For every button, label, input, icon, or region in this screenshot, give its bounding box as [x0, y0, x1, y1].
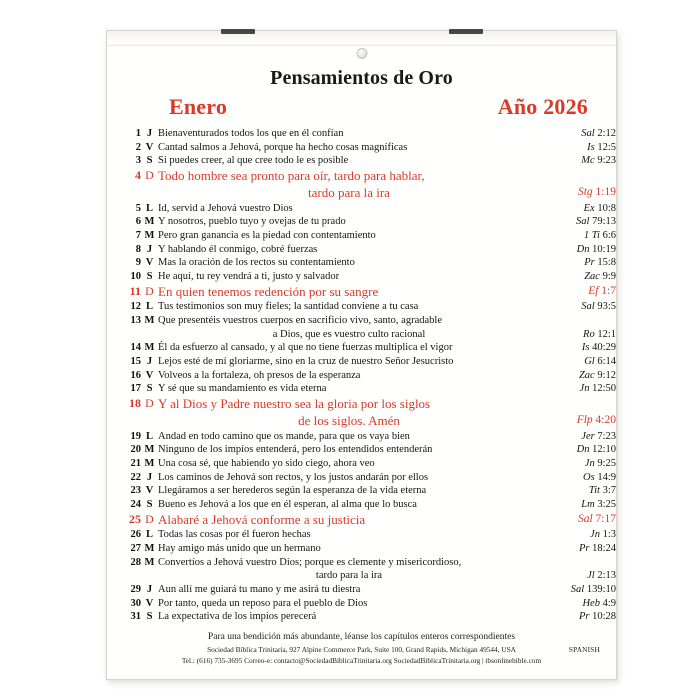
verse-text-continued: [158, 413, 540, 430]
day-of-week: S: [146, 498, 153, 510]
verse-reference: [540, 215, 616, 229]
day-of-week: J: [146, 471, 153, 483]
verse-text: Aun allí me guiará tu mano y me asirá tu diestra: [158, 584, 361, 595]
reference-verse: 9:12: [597, 369, 616, 381]
footer-contact[interactable]: Tel.: (616) 735-3695 Correo-e: contacto@SociedadBiblicaTrinitaria.org SociedadBiblicaTrinitaria.org | tbsonlinebible.com: [181, 656, 542, 665]
reference-verse: 15:8: [597, 257, 616, 269]
reference-book: Pr: [578, 543, 590, 555]
reference-verse: 6:14: [597, 356, 616, 367]
verse-text: Y sé que su mandamiento es vida eterna: [158, 383, 327, 395]
verse-reference: [540, 528, 616, 542]
verse-text: Convertíos a Jehová vuestro Dios; porque es clemente y misericordioso,: [158, 556, 462, 568]
reference-book: Sal: [581, 128, 595, 139]
verse-text-continued-inner: a Dios, que es vuestro culto racional: [272, 328, 426, 340]
table-row: [107, 583, 616, 597]
day-of-week: M: [144, 444, 155, 456]
day-of-week: J: [146, 243, 153, 255]
day-number: 28: [130, 556, 141, 568]
day-number: 2: [135, 141, 141, 153]
day-number: 21: [130, 457, 141, 469]
verse-reference: [540, 512, 616, 529]
verse-reference: [540, 256, 616, 270]
binding-clip-right: [449, 29, 483, 34]
day-number: 13: [130, 315, 141, 327]
reference-book: Is: [581, 342, 590, 354]
table-row: [107, 141, 616, 155]
verse-text: Él da esfuerzo al cansado, y al que no tiene fuerzas multiplica el vigor: [158, 342, 453, 354]
day-of-week: S: [146, 270, 153, 282]
day-of-week: V: [145, 597, 154, 609]
day-of-week: V: [145, 141, 154, 153]
verse-reference: [540, 185, 616, 202]
day-of-week: L: [145, 301, 153, 313]
table-row: [107, 512, 616, 529]
reference-verse: 4:20: [595, 413, 616, 426]
daily-verses-table: [107, 127, 616, 624]
verse-reference: [540, 484, 616, 498]
day-number: 16: [130, 369, 141, 381]
reference-verse: 14:9: [597, 471, 616, 483]
reference-book: Jn: [590, 529, 600, 541]
binding-clip-left: [221, 29, 255, 34]
verse-text: Que presentéis vuestros cuerpos en sacrificio vivo, santo, agradable: [158, 315, 442, 327]
verse-text-continued-inner: tardo para la ira: [308, 184, 390, 200]
reference-book: Zac: [578, 369, 595, 381]
reference-book: Sal: [570, 584, 585, 595]
table-row: [107, 270, 616, 284]
verse-reference: [540, 569, 616, 583]
day-number: 14: [130, 342, 141, 354]
page-footer: [107, 632, 616, 665]
verse-reference: [540, 542, 616, 556]
day-of-week: V: [145, 369, 154, 381]
verse-text: En quien tenemos redención por su sangre: [158, 283, 379, 299]
verse-text-continued: [158, 569, 540, 583]
table-row: [107, 202, 616, 216]
table-row: [107, 300, 616, 314]
reference-book: Ro: [583, 328, 595, 340]
day-number: 6: [135, 216, 141, 228]
day-number: 17: [130, 383, 141, 395]
reference-verse: 93:5: [597, 301, 616, 313]
table-row: [107, 127, 616, 141]
verse-reference: [540, 202, 616, 216]
day-of-week: D: [145, 283, 154, 298]
day-of-week: M: [144, 229, 155, 241]
calendar-page: [106, 30, 617, 680]
reference-verse: 12:1: [597, 328, 616, 340]
reference-verse: 2:13: [597, 570, 616, 582]
table-row-continuation: [107, 569, 616, 583]
table-row: [107, 396, 616, 413]
reference-verse: 10:19: [592, 243, 616, 255]
verse-text: Todo hombre sea pronto para oír, tardo para hablar,: [158, 167, 425, 183]
day-number: 31: [130, 611, 141, 623]
day-number: 10: [130, 270, 141, 282]
day-number: 9: [135, 257, 141, 269]
reference-verse: 40:29: [592, 342, 616, 354]
verse-reference: [540, 471, 616, 485]
day-number: 30: [130, 597, 141, 609]
table-row: [107, 484, 616, 498]
verse-reference: [540, 154, 616, 168]
reference-book: Stg: [577, 185, 593, 198]
table-row: [107, 471, 616, 485]
reference-verse: 12:50: [592, 383, 616, 395]
day-of-week: S: [146, 611, 153, 623]
verse-text: La expectativa de los impíos perecerá: [158, 611, 317, 623]
table-row: [107, 430, 616, 444]
table-row: [107, 314, 616, 328]
language-label: SPANISH: [568, 645, 600, 654]
verse-reference: [540, 328, 616, 342]
verse-text: Hay amigo más unido que un hermano: [158, 543, 321, 555]
reference-verse: 1:3: [602, 529, 616, 541]
binding-strip: [107, 31, 616, 46]
verse-text: He aquí, tu rey vendrá a ti, justo y salvador: [158, 270, 340, 282]
verse-reference: [540, 284, 616, 301]
day-number: 23: [130, 485, 141, 497]
day-number: 4: [135, 167, 141, 182]
day-number: 11: [129, 283, 141, 298]
reference-spacer: [540, 168, 616, 185]
day-of-week: M: [144, 342, 155, 354]
verse-reference: [540, 498, 616, 512]
verse-reference: [540, 355, 616, 369]
reference-book: Jl: [587, 570, 595, 582]
table-row: [107, 556, 616, 570]
day-number: 19: [130, 430, 141, 442]
reference-book: Tit: [588, 485, 600, 497]
table-row: [107, 168, 616, 185]
day-of-week: V: [145, 485, 154, 497]
verse-text: Mas la oración de los rectos su contentamiento: [158, 257, 355, 269]
day-number: 15: [130, 356, 141, 367]
day-of-week: J: [146, 356, 153, 367]
verse-reference: [540, 141, 616, 155]
verse-reference: [540, 430, 616, 444]
day-number: 20: [130, 444, 141, 456]
reference-verse: 1:19: [595, 185, 616, 198]
reference-verse: 139:10: [586, 584, 616, 595]
day-number: 24: [130, 498, 141, 510]
reference-book: Lm: [581, 498, 595, 510]
reference-book: Ef: [588, 284, 599, 297]
verse-reference: [540, 300, 616, 314]
day-of-week: D: [145, 395, 154, 410]
verse-text: Bienaventurados todos los que en él confían: [158, 128, 344, 139]
reference-book: Flp: [576, 413, 593, 426]
table-row: [107, 341, 616, 355]
reference-verse: 10:8: [597, 202, 616, 214]
year-label: Año 2026: [497, 94, 588, 119]
verse-text: Y al Dios y Padre nuestro sea la gloria por los siglos: [158, 395, 431, 411]
reference-verse: 12:5: [597, 141, 616, 153]
table-row: [107, 498, 616, 512]
reference-verse: 1:7: [601, 284, 616, 297]
verse-text: Y nosotros, pueblo tuyo y ovejas de tu prado: [158, 216, 346, 228]
table-row: [107, 457, 616, 471]
verse-text: Alabaré a Jehová conforme a su justicia: [158, 511, 366, 527]
reference-verse: 7:17: [595, 512, 616, 525]
verse-reference: [540, 457, 616, 471]
verse-reference: [540, 382, 616, 396]
reference-book: Jer: [581, 430, 595, 442]
verse-text: Tus testimonios son muy fieles; la santidad conviene a tu casa: [158, 301, 419, 313]
footer-address-line: [107, 645, 616, 654]
reference-book: Sal: [576, 216, 590, 228]
verse-text: Pero gran ganancia es la piedad con contentamiento: [158, 229, 376, 241]
reference-book: Sal: [577, 512, 593, 525]
table-row-continuation: [107, 328, 616, 342]
table-row: [107, 369, 616, 383]
day-number: 1: [135, 128, 141, 139]
day-number: 26: [130, 529, 141, 541]
page-title: Pensamientos de Oro: [270, 67, 453, 89]
verse-text-continued-inner: tardo para la ira: [315, 570, 383, 582]
reference-book: Is: [587, 141, 595, 153]
verse-text: Id, servid a Jehová vuestro Dios: [158, 202, 293, 214]
table-row: [107, 382, 616, 396]
month-label: Enero: [169, 94, 228, 119]
reference-verse: 9:23: [597, 155, 616, 167]
reference-verse: 10:28: [592, 611, 616, 623]
day-number: 8: [135, 243, 141, 255]
verse-text: Llegáramos a ser herederos según la esperanza de la vida eterna: [158, 485, 427, 497]
verse-text-continued-inner: de los siglos. Amén: [298, 412, 400, 428]
verse-text: Una cosa sé, que habiendo yo sido ciego, ahora veo: [158, 457, 375, 469]
reference-spacer: [540, 396, 616, 413]
reference-book: Pr: [578, 611, 590, 623]
day-of-week: M: [144, 457, 155, 469]
table-row: [107, 597, 616, 611]
verse-text: Volveos a la fortaleza, oh presos de la esperanza: [158, 369, 361, 381]
day-of-week: L: [145, 529, 153, 541]
day-of-week: S: [146, 383, 153, 395]
reference-verse: 9:25: [597, 457, 616, 469]
day-number: 25: [129, 511, 141, 526]
verse-reference: [540, 597, 616, 611]
reference-verse: 12:10: [592, 444, 616, 456]
reference-verse: 9:9: [602, 270, 616, 282]
day-of-week: M: [144, 543, 155, 555]
verse-reference: [540, 413, 616, 430]
footer-address: Sociedad Bíblica Trinitaria, 927 Alpine Commerce Park, Suite 100, Grand Rapids, Michigan 49544, USA: [207, 645, 516, 654]
day-number: 27: [130, 543, 141, 555]
reference-verse: 7:23: [597, 430, 616, 442]
reference-verse: 18:24: [592, 543, 616, 555]
day-number: 7: [135, 229, 141, 241]
verse-reference: [540, 341, 616, 355]
verse-text: Bueno es Jehová a los que en él esperan, al alma que lo busca: [158, 498, 417, 510]
table-row: [107, 528, 616, 542]
verse-reference: [540, 243, 616, 257]
reference-spacer: [540, 314, 616, 328]
reference-verse: 79:13: [592, 216, 616, 228]
reference-book: Sal: [581, 301, 595, 313]
reference-verse: 3:7: [602, 485, 616, 497]
verse-text: Lejos esté de mí gloriarme, sino en la cruz de nuestro Señor Jesucristo: [158, 356, 454, 367]
reference-book: Os: [583, 471, 595, 483]
reference-verse: 4:9: [602, 597, 616, 609]
day-number: 3: [135, 155, 141, 167]
reference-verse: 2:12: [597, 128, 616, 139]
verse-reference: [540, 270, 616, 284]
verse-text: Y hablando él conmigo, cobré fuerzas: [158, 243, 318, 255]
reference-book: Zac: [584, 270, 600, 282]
table-row: [107, 284, 616, 301]
verse-text-continued: [158, 328, 540, 342]
reference-book: Dn: [576, 243, 590, 255]
day-of-week: J: [146, 128, 153, 139]
reference-book: Gl: [584, 356, 595, 367]
table-row: [107, 542, 616, 556]
table-row: [107, 215, 616, 229]
reference-spacer: [540, 556, 616, 570]
day-number: 5: [135, 202, 141, 214]
table-row: [107, 443, 616, 457]
month-year-header: [107, 90, 616, 120]
day-of-week: M: [144, 556, 155, 568]
verse-reference: [540, 369, 616, 383]
day-of-week: D: [145, 511, 154, 526]
verse-reference: [540, 610, 616, 624]
verse-text: Ninguno de los impíos entenderá, pero los entendidos entenderán: [158, 444, 433, 456]
table-row: [107, 355, 616, 369]
verse-text: Los caminos de Jehová son rectos, y los justos andarán por ellos: [158, 471, 429, 483]
verse-text: Todas las cosas por él fueron hechas: [158, 529, 311, 541]
day-number: 29: [130, 584, 141, 595]
day-of-week: L: [145, 430, 153, 442]
reference-book: Mc: [581, 155, 595, 167]
table-row-continuation: [107, 413, 616, 430]
table-row: [107, 243, 616, 257]
reference-book: Jn: [584, 457, 595, 469]
day-of-week: D: [145, 167, 154, 182]
day-of-week: M: [144, 216, 155, 228]
day-of-week: J: [146, 584, 153, 595]
verse-text-continued: [158, 185, 540, 202]
hang-hole-icon: [356, 48, 367, 59]
day-of-week: L: [145, 202, 153, 214]
reference-verse: 3:25: [597, 498, 616, 510]
verse-reference: [540, 229, 616, 243]
verse-reference: [540, 583, 616, 597]
reference-book: Jn: [579, 383, 590, 395]
table-row: [107, 229, 616, 243]
table-row: [107, 154, 616, 168]
day-of-week: M: [144, 315, 155, 327]
verse-text: Por tanto, queda un reposo para el pueblo de Dios: [158, 597, 368, 609]
reference-book: Dn: [576, 444, 590, 456]
verse-text: Andad en todo camino que os mande, para que os vaya bien: [158, 430, 410, 442]
verse-reference: [540, 443, 616, 457]
table-row: [107, 610, 616, 624]
verse-reference: [540, 127, 616, 141]
table-row: [107, 256, 616, 270]
day-of-week: V: [145, 257, 154, 269]
reference-book: Heb: [582, 597, 600, 609]
day-of-week: S: [146, 155, 153, 167]
reference-book: 1 Ti: [583, 229, 600, 241]
footer-note: Para una bendición más abundante, léanse los capítulos enteros correspondientes: [207, 632, 516, 642]
reference-verse: 6:6: [602, 229, 616, 241]
verse-text: Si puedes creer, al que cree todo le es posible: [158, 155, 349, 167]
reference-book: Ex: [583, 202, 595, 214]
day-number: 22: [130, 471, 141, 483]
reference-book: Pr: [584, 257, 595, 269]
day-number: 18: [129, 395, 141, 410]
day-number: 12: [130, 301, 141, 313]
table-row-continuation: [107, 185, 616, 202]
verse-text: Cantad salmos a Jehová, porque ha hecho cosas magníficas: [158, 141, 408, 153]
